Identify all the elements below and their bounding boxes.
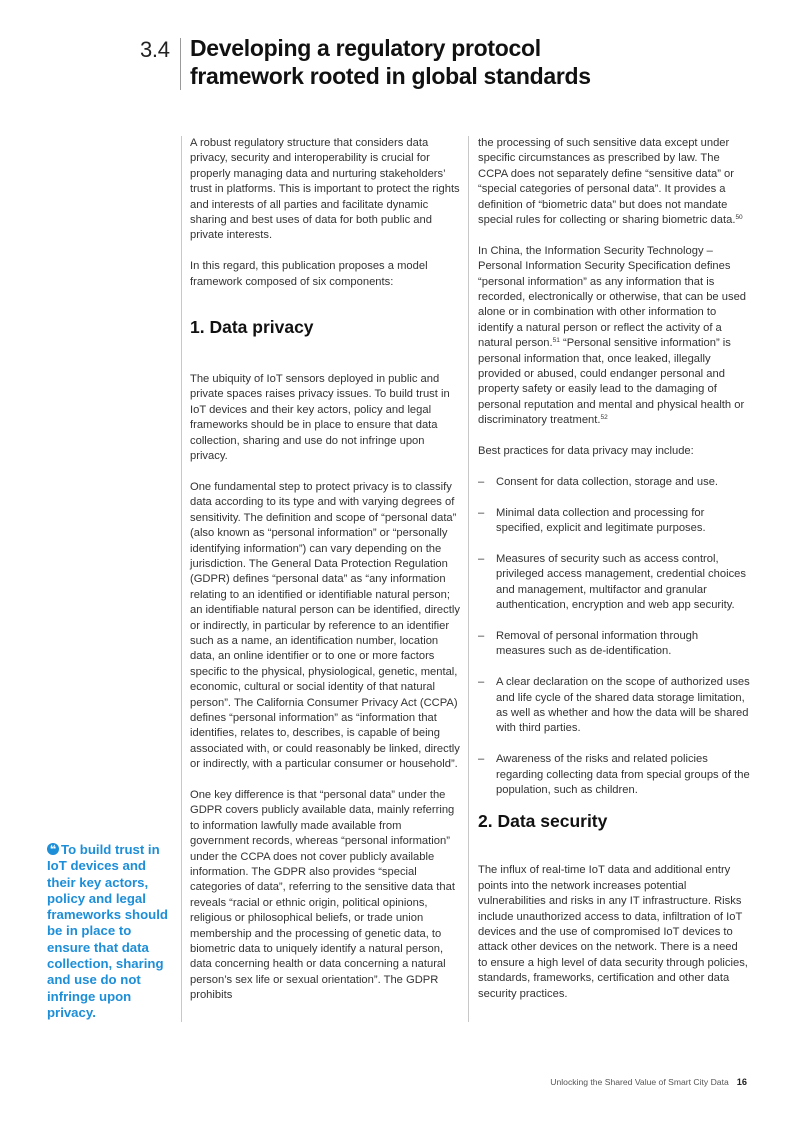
- quote-icon: ❝: [47, 843, 59, 855]
- list-item: [478, 475, 750, 490]
- page-title-line-1: Developing a regulatory protocol: [190, 35, 541, 61]
- security-paragraph-1: The influx of real-time IoT data and additional entry points into the network increases potential vulnerabilities and risks in any IT infrastructure. Risks include unauthorized access to data, infiltration of IoT devices and the use of compromised IoT devices to attack other devices on the network. There is a need to ensure a high level of data security through policies, standards, frameworks, certification and other data security practices.: [478, 864, 748, 1000]
- heading-data-privacy: 1. Data privacy: [190, 317, 314, 338]
- publication-title: Unlocking the Shared Value of Smart City Data: [550, 1077, 729, 1087]
- list-item-text: A clear declaration on the scope of authorized uses and life cycle of the shared data storage limitation, as well as whether and how the data will be shared with third parties.: [496, 676, 750, 735]
- page-title-line-2: framework rooted in global standards: [190, 63, 591, 89]
- china-paragraph-text-b: “Personal sensitive information” is personal information that, once leaked, illegally provided or abused, could endanger personal and property safety or easily lead to the damaging of personal reputation and mental and physical health or discriminatory treatment.: [478, 337, 745, 427]
- list-item: [478, 752, 750, 798]
- bullet-dash: –: [478, 753, 485, 766]
- bullet-dash: –: [478, 629, 485, 642]
- heading-data-security: 2. Data security: [478, 811, 608, 832]
- pull-quote: [47, 842, 169, 1021]
- list-item: [478, 629, 750, 660]
- continued-paragraph-text: the processing of such sensitive data except under specific circumstances as prescribed by law. The CCPA does not separately define “sensitive data” or “special categories of personal data”. It provides a definition of “biometric data” but does not mandate special rules for collecting or sharing biometric data.: [478, 137, 736, 227]
- list-item-text: Measures of security such as access control, privileged access management, credential choices and management, multifactor and granular authentication, encryption and web app security.: [496, 552, 746, 612]
- footnote-ref[interactable]: 51: [552, 337, 560, 345]
- page-title: [190, 34, 591, 90]
- left-column-rule: [181, 136, 182, 1022]
- list-item: [478, 552, 750, 614]
- footnote-ref[interactable]: 50: [735, 214, 743, 222]
- list-item: [478, 506, 750, 537]
- bullet-dash: –: [478, 475, 485, 488]
- bullet-dash: –: [478, 676, 485, 689]
- left-column: [190, 136, 462, 1004]
- footnote-ref[interactable]: 52: [600, 414, 608, 422]
- title-divider: [180, 38, 181, 90]
- intro-paragraph-1: A robust regulatory structure that considers data privacy, security and interoperability is crucial for properly managing data and nurturing stakeholders’ trust in platforms. This is important to protect the rights and interests of all parties and facilitate dynamic sharing and best uses of data for both public and private interests.: [190, 137, 460, 242]
- pull-quote-text: To build trust in IoT devices and their key actors, policy and legal frameworks should be in place to ensure that data collection, sharing and use do not infringe upon privacy.: [47, 842, 168, 1020]
- list-item-text: Consent for data collection, storage and use.: [496, 475, 719, 488]
- list-item: [478, 675, 750, 737]
- right-column: [478, 136, 750, 1002]
- best-practices-list: [478, 475, 750, 798]
- bullet-dash: –: [478, 552, 485, 565]
- list-item-text: Awareness of the risks and related policies regarding collecting data from special groups of the population, such as children.: [496, 753, 750, 796]
- privacy-paragraph-1: The ubiquity of IoT sensors deployed in public and private spaces raises privacy issues. To build trust in IoT devices and their key actors, policy and legal frameworks should be in place to ensure that data collection, sharing and use do not infringe upon privacy.: [190, 373, 450, 463]
- china-paragraph: [478, 244, 750, 429]
- privacy-paragraph-2: One fundamental step to protect privacy is to classify data according to its type and with varying degrees of sensitivity. The definition and scope of “personal data” (also known as “personal information” or “personally identifying information”) can vary depending on the jurisdiction. The General Data Protection Regulation (GDPR) defines “personal data” as “any information relating to an identified or identifiable natural person; an identifiable natural person can be identified, directly or indirectly, in particular by reference to an identifier such as a name, an identification number, location data, an online identifier or to one or more factors specific to the physical, physiological, genetic, mental, economic, cultural or social identity of that natural person”. The California Consumer Privacy Act (CCPA) defines “personal information” as “information that identifies, relates to, describes, is capable of being associated with, or could reasonably be linked, directly or indirectly, with a particular consumer or household”.: [190, 480, 460, 771]
- best-practices-intro: Best practices for data privacy may include:: [478, 445, 694, 458]
- privacy-paragraph-3: One key difference is that “personal data” under the GDPR covers publicly available data, mainly referring to information lawfully made available from government records, whereas “personal information” under the CCPA does not cover publicly available information. The GDPR also provides “special categories of data”, referring to the sensitive data that reveals “racial or ethnic origin, political opinions, religious or philosophical beliefs, or trade union membership and the processing of genetic data, to biometric data to uniquely identify a natural person, data concerning health or data concerning a natural person’s sex life or sexual orientation”. The GDPR prohibits: [190, 788, 455, 1002]
- page-number: 16: [736, 1077, 747, 1087]
- section-number: 3.4: [140, 37, 170, 62]
- intro-paragraph-2: In this regard, this publication proposes a model framework composed of six components:: [190, 260, 428, 288]
- page-footer: [550, 1077, 747, 1087]
- continued-paragraph: [478, 136, 750, 228]
- china-paragraph-text-a: In China, the Information Security Technology – Personal Information Security Specification defines “personal information” as any information that is recorded, electronically or otherwise, that can be used alone or in combination with other information to identify a natural person or reflect the activity of a natural person.: [478, 244, 747, 350]
- list-item-text: Removal of personal information through measures such as de-identification.: [496, 629, 699, 658]
- right-column-rule: [468, 136, 469, 1022]
- bullet-dash: –: [478, 506, 485, 519]
- list-item-text: Minimal data collection and processing for specified, explicit and legitimate purposes.: [496, 506, 706, 535]
